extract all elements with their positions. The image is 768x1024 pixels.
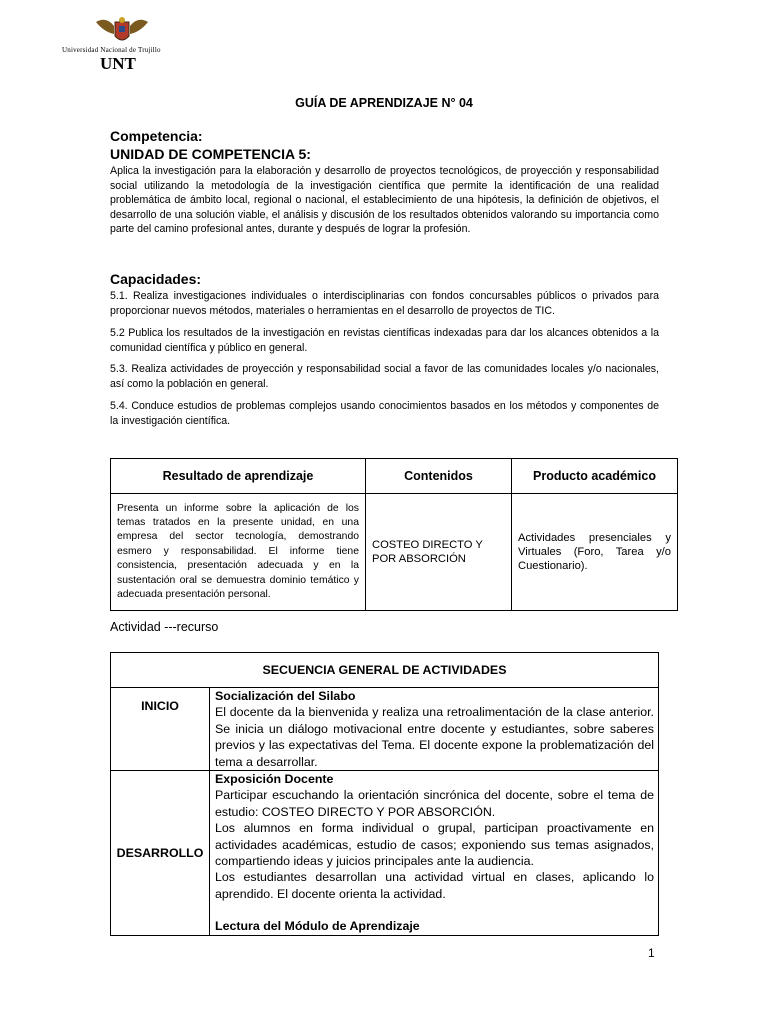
inicio-content	[210, 688, 659, 771]
actividad-label: Actividad ---recurso	[110, 620, 219, 634]
competencia-heading: Competencia:	[110, 128, 203, 144]
capacidad-item: 5.3. Realiza actividades de proyección y responsabilidad social a favor de las comunidades locales y/o nacionales, así como la población en general.	[110, 363, 659, 390]
cell-resultado: Presenta un informe sobre la aplicación de los temas tratados en la presente unidad, en una empresa del sector tecnología, demostrando esmero y responsabilidad. El informe tiene consistencia, presentación adecuada y en la sustentación oral se demuestra dominio temático y adecuada presentación personal.	[111, 494, 366, 611]
inicio-label: INICIO	[111, 688, 210, 771]
desarrollo-label: DESARROLLO	[111, 771, 210, 936]
coat-of-arms-icon	[92, 16, 152, 46]
university-acronym: UNT	[100, 54, 136, 73]
header-contenidos: Contenidos	[366, 459, 512, 494]
capacidades-heading: Capacidades:	[110, 271, 202, 287]
desarrollo-paragraph: Los estudiantes desarrollan una actividad virtual en clases, aplicando lo aprendido. El docente orienta la actividad.	[215, 870, 654, 901]
competencia-text: Aplica la investigación para la elaboración y desarrollo de proyectos tecnológicos, de proyección y responsabilidad social utilizando la metodología de la investigación científica que permite la identificación de una realidad problemática de ámbito local, regional o nacional, el establecimiento de una hipótesis, la definición de objetivos, el desarrollo de una solución viable, el análisis y discusión de los resultados obtenidos valorando su importancia como parte del camino profesional antes, durante y después de lograr la profesión.	[110, 165, 659, 236]
cell-contenidos: COSTEO DIRECTO Y POR ABSORCIÓN	[366, 494, 512, 611]
university-name: Universidad Nacional de Trujillo	[62, 46, 161, 54]
capacidad-item: 5.4. Conduce estudios de problemas complejos usando conocimientos basados en los métodos y componentes de la investigación científica.	[110, 400, 659, 427]
desarrollo-paragraph: Participar escuchando la orientación sincrónica del docente, sobre el tema de estudio: COSTEO DIRECTO Y POR ABSORCIÓN.	[215, 788, 654, 819]
capacidad-item: 5.2 Publica los resultados de la investigación en revistas científicas indexadas para dar los alcances obtenidos a la comunidad científica y público en general.	[110, 327, 659, 354]
inicio-text: El docente da la bienvenida y realiza una retroalimentación de la clase anterior. Se inicia un diálogo motivacional entre docente y estudiantes, sobre saberes previos y las expectativas del Tema. El docente expone la problematización del tema a desarrollar.	[215, 705, 654, 769]
inicio-title: Socialización del Silabo	[215, 689, 356, 703]
capacidad-item: 5.1. Realiza investigaciones individuales o interdisciplinarias con fondos concursables públicos o privados para proporcionar nuevos métodos, materiales o herramientas en el desarrollo de proyectos de TIC.	[110, 290, 659, 317]
sequence-table	[110, 652, 659, 936]
university-logo	[62, 16, 182, 74]
desarrollo-content	[210, 771, 659, 936]
sequence-header: SECUENCIA GENERAL DE ACTIVIDADES	[111, 653, 659, 688]
header-resultado: Resultado de aprendizaje	[111, 459, 366, 494]
header-producto: Producto académico	[512, 459, 678, 494]
cell-producto: Actividades presenciales y Virtuales (Foro, Tarea y/o Cuestionario).	[512, 494, 678, 611]
document-title: GUÍA DE APRENDIZAJE N° 04	[295, 96, 473, 110]
results-table	[110, 458, 678, 611]
desarrollo-subtitle: Lectura del Módulo de Aprendizaje	[215, 919, 420, 934]
desarrollo-title: Exposición Docente	[215, 772, 334, 787]
page-number: 1	[648, 946, 655, 960]
unit-heading: UNIDAD DE COMPETENCIA 5:	[110, 146, 311, 162]
desarrollo-paragraph: Los alumnos en forma individual o grupal, participan proactivamente en actividades académicas, estudio de casos; exponiendo sus temas asignados, compartiendo ideas y juicios principales ante la audiencia.	[215, 821, 654, 869]
